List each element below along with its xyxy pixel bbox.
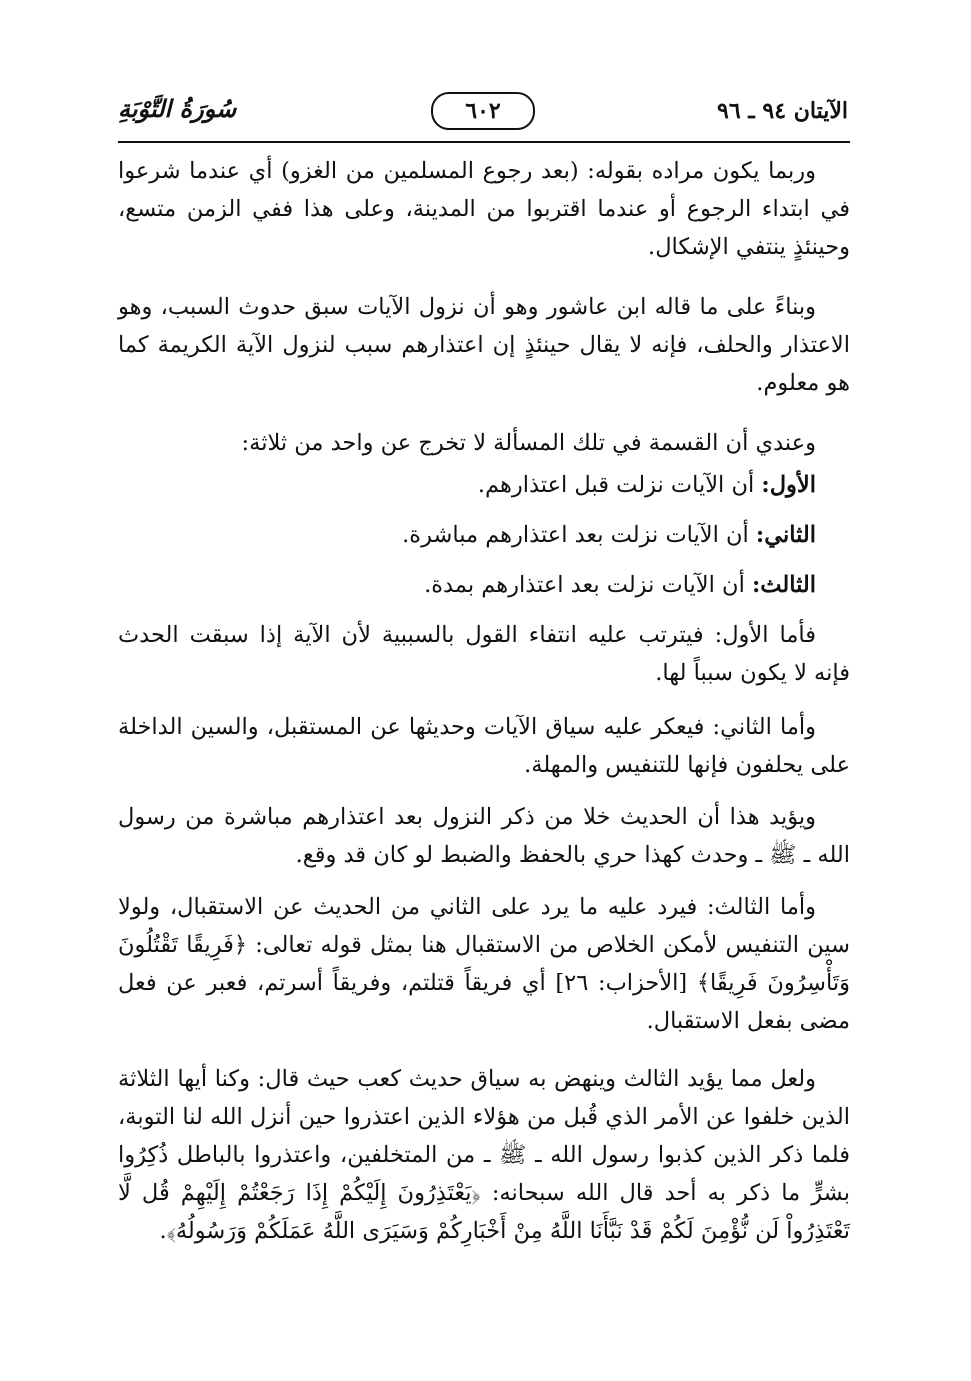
list-text: أن الآيات نزلت بعد اعتذارهم بمدة. — [424, 572, 745, 598]
header-rule — [118, 141, 850, 143]
paragraph: ولعل مما يؤيد الثالث وينهض به سياق حديث كعب حيث قال: وكنا أيها الثلاثة الذين خلفوا عن الأمر الذي قُبل من هؤلاء الذين اعتذروا حين أنزل الله لنا التوبة، فلما ذكر الذين كذبوا رسول الله ـ ﷺ ـ من المتخلفين، واعتذروا بالباطل ذُكِرُوا بشرٍّ ما ذكر به أحد قال الله سبحانه: ﴿يَعْتَذِرُونَ إِلَيْكُمْ إِذَا رَجَعْتُمْ إِلَيْهِمْ قُل لَّا تَعْتَذِرُواْ لَن نُّؤْمِنَ لَكُمْ قَدْ نَبَّأَنَا اللَّهُ مِنْ أَخْبَارِكُمْ وَسَيَرَى اللَّهُ عَمَلَكُمْ وَرَسُولُهُ﴾. — [118, 1066, 850, 1244]
list-text: أن الآيات نزلت قبل اعتذارهم. — [477, 472, 755, 498]
list-label: الأول: — [761, 472, 816, 498]
list-text: أن الآيات نزلت بعد اعتذارهم مباشرة. — [402, 522, 749, 548]
paragraph: وربما يكون مراده بقوله: (بعد رجوع المسلمين من الغزو) أي عندما شرعوا في ابتداء الرجوع أو عندما اقتربوا من المدينة، وعلى هذا ففي الزمن متسع، وحينئذٍ ينتفي الإشكال. — [118, 158, 850, 260]
page-body — [118, 152, 850, 1302]
paragraph: وعندي أن القسمة في تلك المسألة لا تخرج عن واحد من ثلاثة: — [241, 430, 816, 456]
paragraph: ويؤيد هذا أن الحديث خلا من ذكر النزول بعد اعتذارهم مباشرة من رسول الله ـ ﷺ ـ وحدث كهذا حري بالحفظ والضبط لو كان قد وقع. — [118, 804, 850, 868]
list-item — [118, 466, 816, 504]
page-header — [118, 92, 848, 138]
paragraph: فأما الأول: فيترتب عليه انتفاء القول بالسببية لأن الآية إذا سبقت الحدث فإنه لا يكون سبباً لها. — [118, 622, 850, 686]
list-label: الثاني: — [755, 522, 816, 548]
page-number-badge: ٦٠٢ — [431, 92, 535, 130]
verses-range: الآيتان ٩٤ ـ ٩٦ — [717, 98, 848, 124]
list-item — [118, 516, 816, 554]
paragraph: وأما الثاني: فيعكر عليه سياق الآيات وحديثها عن المستقبل، والسين الداخلة على يحلفون فإنها للتنفيس والمهلة. — [118, 714, 850, 778]
paragraph: وأما الثالث: فيرد عليه ما يرد على الثاني من الحديث عن الاستقبال، ولولا سين التنفيس لأمكن الخلاص من الاستقبال هنا بمثل قوله تعالى: ﴿فَرِيقًا تَقْتُلُونَ وَتَأْسِرُونَ فَرِيقًا﴾ [الأحزاب: ٢٦] أي فريقاً قتلتم، وفريقاً أسرتم، فعبر عن فعل مضى بفعل الاستقبال. — [118, 894, 850, 1034]
list-label: الثالث: — [751, 572, 816, 598]
surah-title: سُورَةُ التَّوْبَةِ — [118, 94, 237, 123]
list-item — [118, 566, 816, 604]
paragraph: وبناءً على ما قاله ابن عاشور وهو أن نزول الآيات سبق حدوث السبب، وهو الاعتذار والحلف، فإنه لا يقال حينئذٍ إن اعتذارهم سبب لنزول الآية الكريمة كما هو معلوم. — [118, 294, 850, 396]
